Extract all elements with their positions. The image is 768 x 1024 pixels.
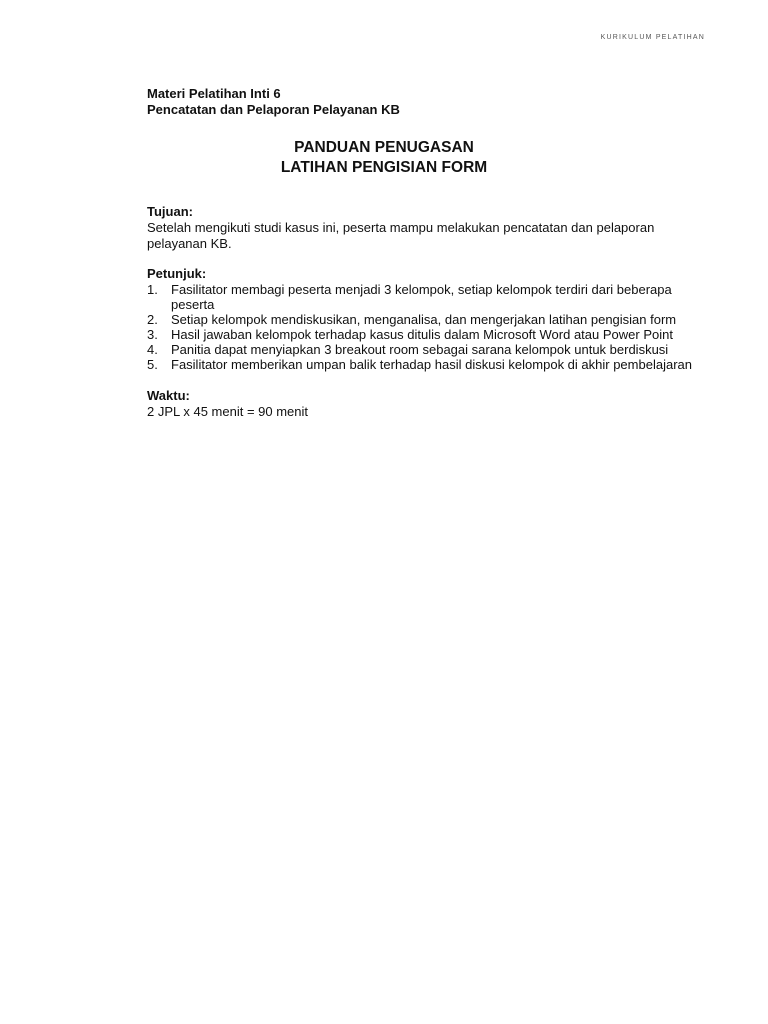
list-item [147, 327, 707, 342]
waktu-text: 2 JPL x 45 menit = 90 menit [147, 404, 309, 419]
list-item [147, 282, 707, 312]
list-text: Setiap kelompok mendiskusikan, menganalisa, dan mengerjakan latihan pengisian form [171, 312, 677, 327]
materi-subtitle: Pencatatan dan Pelaporan Pelayanan KB [147, 102, 400, 117]
waktu-section [147, 388, 707, 420]
waktu-heading: Waktu: [147, 388, 190, 403]
list-text: Fasilitator memberikan umpan balik terhadap hasil diskusi kelompok di akhir pembelajaran [171, 357, 692, 372]
list-number: 3. [147, 327, 158, 342]
materi-line: Materi Pelatihan Inti 6 [147, 86, 281, 101]
list-text: Hasil jawaban kelompok terhadap kasus ditulis dalam Microsoft Word atau Power Point [171, 327, 673, 342]
list-number: 2. [147, 312, 158, 327]
tujuan-section [147, 204, 707, 252]
list-text: Panitia dapat menyiapkan 3 breakout room sebagai sarana kelompok untuk berdiskusi [171, 342, 669, 357]
list-item [147, 342, 707, 357]
document-body [147, 86, 707, 420]
list-number: 4. [147, 342, 158, 357]
running-header: KURIKULUM PELATIHAN [600, 34, 705, 41]
title-line-2: LATIHAN PENGISIAN FORM [280, 159, 488, 176]
title-line-1: PANDUAN PENUGASAN [294, 139, 474, 156]
list-text: Fasilitator membagi peserta menjadi 3 kelompok, setiap kelompok terdiri dari beberapa peserta [171, 282, 672, 312]
tujuan-heading: Tujuan: [147, 204, 193, 219]
list-number: 5. [147, 357, 158, 372]
petunjuk-heading: Petunjuk: [147, 266, 207, 281]
list-item [147, 357, 707, 372]
list-number: 1. [147, 282, 158, 297]
tujuan-text: Setelah mengikuti studi kasus ini, peserta mampu melakukan pencatatan dan pelaporan pelayanan KB. [147, 220, 655, 251]
document-title [0, 138, 768, 178]
petunjuk-list [147, 282, 707, 372]
petunjuk-section [147, 266, 707, 372]
list-item [147, 312, 707, 327]
